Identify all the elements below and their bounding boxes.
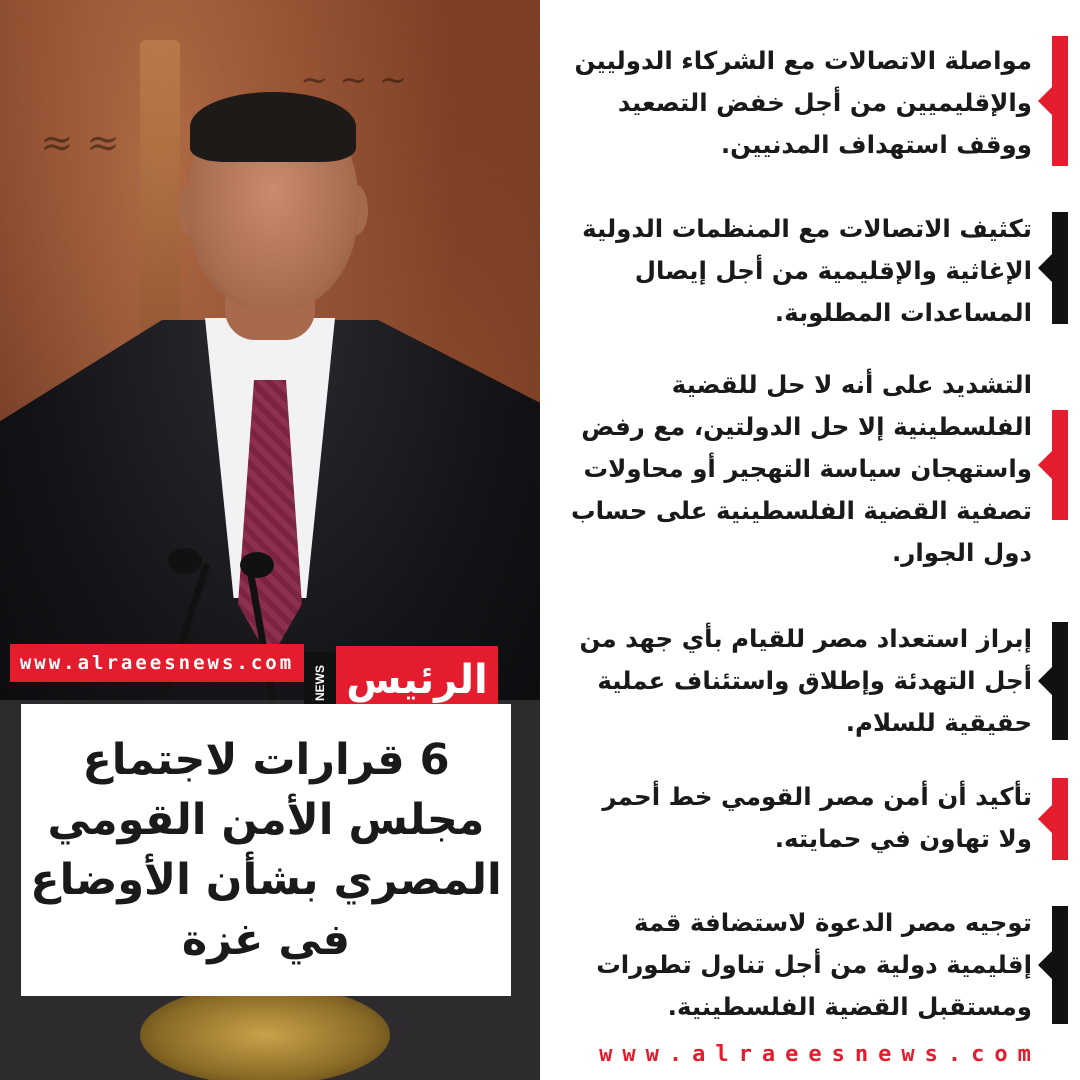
decision-item: [545, 778, 1080, 860]
background-map-mark: ~ ~ ~: [300, 60, 408, 100]
decision-item: [545, 36, 1080, 166]
decision-text: مواصلة الاتصالات مع الشركاء الدوليين والإقليميين من أجل خفض التصعيد ووقف استهداف المدنيين.: [574, 46, 1032, 159]
decision-marker: [1052, 36, 1068, 166]
decision-text: إبراز استعداد مصر للقيام بأي جهد من أجل التهدئة وإطلاق واستئناف عملية حقيقية للسلام.: [579, 624, 1032, 737]
footer-website: www.alraeesnews.com: [599, 1042, 1041, 1067]
news-tag: NEWS: [304, 652, 336, 714]
decision-text: التشديد على أنه لا حل للقضية الفلسطينية إلا حل الدولتين، مع رفض واستهجان سياسة التهجير أو محاولات تصفية القضية الفلسطينية على حساب دول الجوار.: [570, 370, 1032, 567]
headline-line: المصري بشأن الأوضاع: [30, 855, 502, 905]
microphone-icon: [168, 548, 202, 574]
headline-line: مجلس الأمن القومي: [47, 795, 485, 845]
decisions-list: [545, 0, 1080, 1080]
decision-item: [545, 906, 1080, 1024]
lectern-seal: [140, 985, 390, 1080]
background-map-mark: ≈ ≈: [40, 120, 120, 166]
decision-item: [545, 364, 1080, 574]
headline-line: في غزة: [181, 915, 351, 965]
decision-text: تأكيد أن أمن مصر القومي خط أحمر ولا تهاون في حمايته.: [602, 782, 1032, 853]
decision-marker: [1052, 410, 1068, 520]
decision-item: [545, 212, 1080, 327]
background-pillar: [140, 40, 180, 340]
microphone-icon: [240, 552, 274, 578]
headline-line: 6 قرارات لاجتماع: [82, 735, 450, 785]
decision-marker: [1052, 212, 1068, 324]
website-ribbon: www.alraeesnews.com: [10, 644, 304, 682]
decision-text: تكثيف الاتصالات مع المنظمات الدولية الإغاثية والإقليمية من أجل إيصال المساعدات المطلوبة.: [582, 214, 1032, 327]
decision-item: [545, 622, 1080, 740]
decision-text: توجيه مصر الدعوة لاستضافة قمة إقليمية دولية من أجل تناول تطورات ومستقبل القضية الفلسطينية.: [596, 908, 1032, 1021]
brand-logo: الرئيس: [336, 646, 498, 714]
decision-marker: [1052, 778, 1068, 860]
decision-marker: [1052, 622, 1068, 740]
decision-marker: [1052, 906, 1068, 1024]
speaker-hair: [190, 92, 356, 162]
headline-box: [21, 704, 511, 996]
